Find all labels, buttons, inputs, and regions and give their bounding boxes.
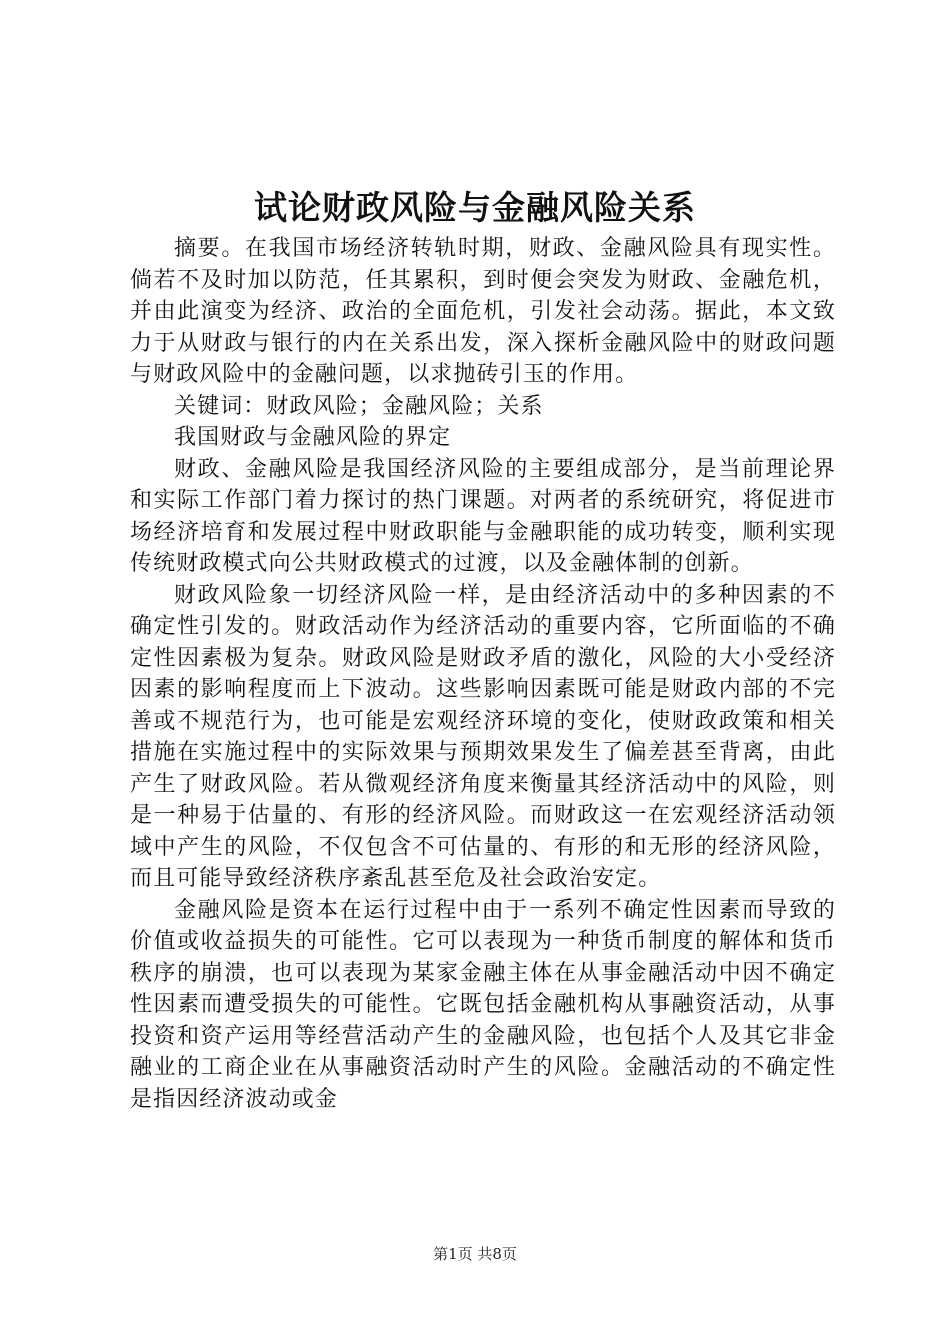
keywords-paragraph: 关键词：财政风险；金融风险；关系 xyxy=(174,393,544,419)
abstract-paragraph: 摘要。在我国市场经济转轨时期，财政、金融风险具有现实性。倘若不及时加以防范，任其累积，到时便会突发为财政、金融危机，并由此演变为经济、政治的全面危机，引发社会动荡。据此，本文致力于从财政与银行的内在关系出发，深入探析金融风险中的财政问题与财政风险中的金融问题，以求抛砖引玉的作用。 xyxy=(130,236,836,387)
section-heading: 我国财政与金融风险的界定 xyxy=(174,425,452,450)
page-footer: 第1页 共8页 xyxy=(433,1245,517,1263)
body-paragraph: 财政风险象一切经济风险一样，是由经济活动中的多种因素的不确定性引发的。财政活动作为经济活动的重要内容，它所面临的不确定性因素极为复杂。财政风险是财政矛盾的激化，风险的大小受经济因素的影响程度而上下波动。这些影响因素既可能是财政内部的不完善或不规范行为，也可能是宏观经济环境的变化，使财政政策和相关措施在实施过程中的实际效果与预期效果发生了偏差甚至背离，由此产生了财政风险。若从微观经济角度来衡量其经济活动中的风险，则是一种易于估量的、有形的经济风险。而财政这一在宏观经济活动领域中产生的风险，不仅包含不可估量的、有形的和无形的经济风险，而且可能导致经济秩序紊乱甚至危及社会政治安定。 xyxy=(130,582,836,891)
body-paragraph: 金融风险是资本在运行过程中由于一系列不确定性因素而导致的价值或收益损失的可能性。它可以表现为一种货币制度的解体和货币秩序的崩溃，也可以表现为某家金融主体在从事金融活动中因不确定性因素而遭受损失的可能性。它既包括金融机构从事融资活动，从事投资和资产运用等经营活动产生的金融风险，也包括个人及其它非金融业的工商企业在从事融资活动时产生的风险。金融活动的不确定性是指因经济波动或金 xyxy=(130,897,836,1112)
document-body xyxy=(130,233,836,1115)
document-title: 试论财政风险与金融风险关系 xyxy=(254,188,696,227)
body-paragraph: 财政、金融风险是我国经济风险的主要组成部分，是当前理论界和实际工作部门着力探讨的热门课题。对两者的系统研究，将促进市场经济培育和发展过程中财政职能与金融职能的成功转变，顺利实现传统财政模式向公共财政模式的过渡，以及金融体制的创新。 xyxy=(130,456,836,576)
